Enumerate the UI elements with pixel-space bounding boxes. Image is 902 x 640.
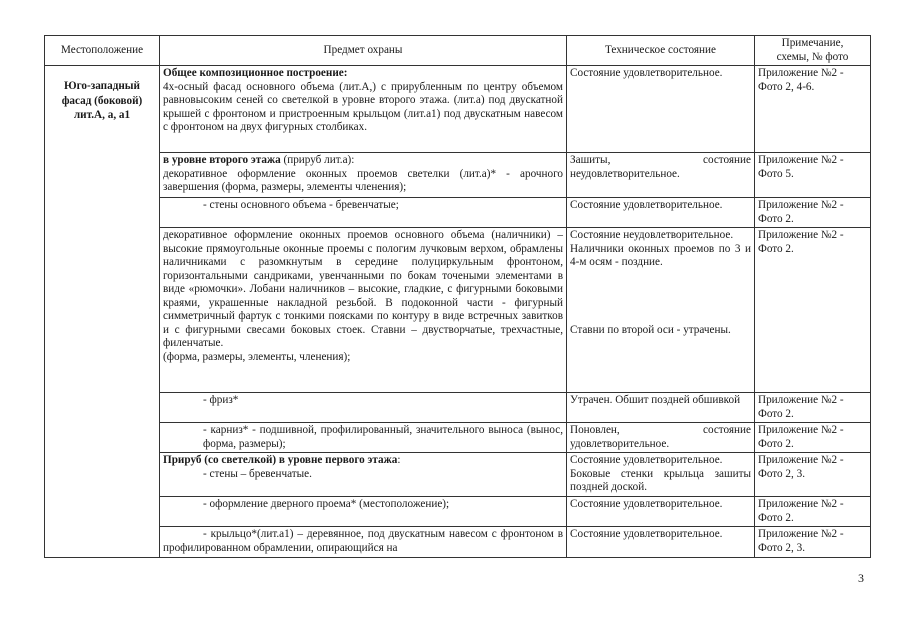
location-line: фасад (боковой) xyxy=(61,94,143,107)
condition-cell xyxy=(567,153,755,198)
note-line: Фото 2. xyxy=(758,242,794,255)
note-line: Фото 2, 4-6. xyxy=(758,80,815,93)
header-note xyxy=(755,36,871,66)
header-location: Местоположение xyxy=(45,36,160,66)
condition-cell xyxy=(567,393,755,423)
note-cell xyxy=(755,66,871,153)
note-line: Приложение №2 - xyxy=(758,528,844,540)
subject-cell xyxy=(160,153,567,198)
header-note-line1: Примечание, xyxy=(781,37,844,49)
condition-text: Состояние удовлетворительное. xyxy=(570,67,723,79)
subject-cell xyxy=(160,228,567,393)
note-line: Приложение №2 - xyxy=(758,154,844,166)
table-row xyxy=(45,228,871,393)
section-title: в уровне второго этажа xyxy=(163,154,281,166)
condition-cell xyxy=(567,66,755,153)
condition-cell xyxy=(567,453,755,497)
location-line: Юго-западный xyxy=(64,80,140,92)
table-row xyxy=(45,423,871,453)
subject-text-end: (форма, размеры, элементы, членения); xyxy=(163,350,351,363)
location-line: лит.А, а, а1 xyxy=(73,109,131,121)
subject-text: - оформление дверного проема* (местоположение); xyxy=(203,498,450,510)
subject-text: - крыльцо*(лит.а1) – деревянное, под двускатным навесом с фронтоном в профилированном обрамлении, опирающийся на xyxy=(163,528,563,554)
subject-text: - фриз* xyxy=(203,394,239,406)
note-line: Фото 5. xyxy=(758,167,794,180)
subject-cell xyxy=(160,527,567,558)
header-condition: Техническое состояние xyxy=(567,36,755,66)
header-subject: Предмет охраны xyxy=(160,36,567,66)
condition-cell xyxy=(567,527,755,558)
condition-cell xyxy=(567,228,755,393)
subject-text: - стены основного объема - бревенчатые; xyxy=(203,199,399,211)
condition-text: Утрачен. Обшит поздней обшивкой xyxy=(570,394,741,406)
header-note-line2: схемы, № фото xyxy=(776,50,849,63)
note-line: Приложение №2 - xyxy=(758,67,844,79)
condition-text: Состояние неудовлетворительное. xyxy=(570,229,734,241)
condition-text: Состояние удовлетворительное. xyxy=(570,199,723,211)
subject-cell xyxy=(160,453,567,497)
subject-text: декоративное оформление оконных проемов светелки (лит.а)* - арочного завершения (форма, размеры, элементы членения); xyxy=(163,167,563,193)
note-line: Фото 2. xyxy=(758,437,794,450)
condition-cell xyxy=(567,497,755,527)
note-cell xyxy=(755,198,871,228)
table-row xyxy=(45,153,871,198)
note-line: Приложение №2 - xyxy=(758,229,844,241)
note-cell xyxy=(755,453,871,497)
condition-text: Зашиты, состояние неудовлетворительное. xyxy=(570,154,751,180)
note-line: Приложение №2 - xyxy=(758,394,844,406)
condition-text: Наличники оконных проемов по 3 и 4-м осям - поздние. xyxy=(570,242,751,268)
table-row xyxy=(45,66,871,153)
location-cell xyxy=(45,66,160,558)
table-row xyxy=(45,527,871,558)
note-cell xyxy=(755,527,871,558)
note-line: Фото 2. xyxy=(758,212,794,225)
table-header-row xyxy=(45,36,871,66)
note-line: Приложение №2 - xyxy=(758,454,844,466)
subject-cell xyxy=(160,393,567,423)
note-line: Фото 2. xyxy=(758,511,794,524)
note-line: Приложение №2 - xyxy=(758,199,844,211)
note-line: Приложение №2 - xyxy=(758,498,844,510)
note-cell xyxy=(755,393,871,423)
protection-table xyxy=(44,35,871,558)
note-line: Фото 2, 3. xyxy=(758,467,805,480)
section-title: Прируб (со светелкой) в уровне первого этажа xyxy=(163,454,398,466)
condition-text: Состояние удовлетворительное. xyxy=(570,498,723,510)
table-row xyxy=(45,393,871,423)
note-cell xyxy=(755,153,871,198)
condition-text: Боковые стенки крыльца зашиты поздней доской. xyxy=(570,467,751,493)
condition-text: Состояние удовлетворительное. xyxy=(570,528,723,540)
subject-text: 4х-осный фасад основного объема (лит.А,) с прирубленным по центру объемом равновысоким сеней со светелкой в уровне второго этажа. (лит.а) под двускатной крышей с фронтоном и пристроенным крыльцом (лит.а1) под двускатным навесом с фронтоном на двух фигурных столбиках. xyxy=(163,80,563,133)
subject-text: декоративное оформление оконных проемов основного объема (наличники) – высокие прямоугольные оконные проемы с пологим лучковым верхом, обрамлены наличниками с разомкнутым в середине полуциркульным фронтоном, горизонтальными сандриками, увенчанными по бокам точеными элементами в виде «рюмочки». Лобани наличников – высокие, гладкие, с фигурными боковыми краями, украшенные накладной резьбой. В подоконной части - фигурный симметричный фартук с тонкими поясками по контуру в виде встречных завитков и с фигурными свесами боковых стоек. Ставни – двустворчатые, трехчастные, филенчатые. xyxy=(163,229,563,349)
condition-text: Ставни по второй оси - утрачены. xyxy=(570,323,731,336)
section-title-rest: : xyxy=(397,454,401,466)
subject-text: - карниз* - подшивной, профилированный, значительного выноса (вынос, форма, размеры); xyxy=(203,424,563,450)
table-row xyxy=(45,453,871,497)
note-line: Фото 2, 3. xyxy=(758,541,805,554)
table-row xyxy=(45,497,871,527)
note-line: Приложение №2 - xyxy=(758,424,844,436)
subject-cell xyxy=(160,497,567,527)
table-row xyxy=(45,198,871,228)
subject-cell xyxy=(160,66,567,153)
page-number: 3 xyxy=(858,571,864,585)
note-cell xyxy=(755,497,871,527)
note-cell xyxy=(755,228,871,393)
note-cell xyxy=(755,423,871,453)
condition-cell xyxy=(567,198,755,228)
condition-text: Поновлен, состояние удовлетворительное. xyxy=(570,424,751,450)
section-title: Общее композиционное построение: xyxy=(163,67,348,79)
subject-cell xyxy=(160,423,567,453)
subject-cell xyxy=(160,198,567,228)
condition-cell xyxy=(567,423,755,453)
condition-text: Состояние удовлетворительное. xyxy=(570,454,723,466)
note-line: Фото 2. xyxy=(758,407,794,420)
subject-text: - стены – бревенчатые. xyxy=(203,467,312,480)
section-title-rest: (прируб лит.а): xyxy=(280,154,355,166)
